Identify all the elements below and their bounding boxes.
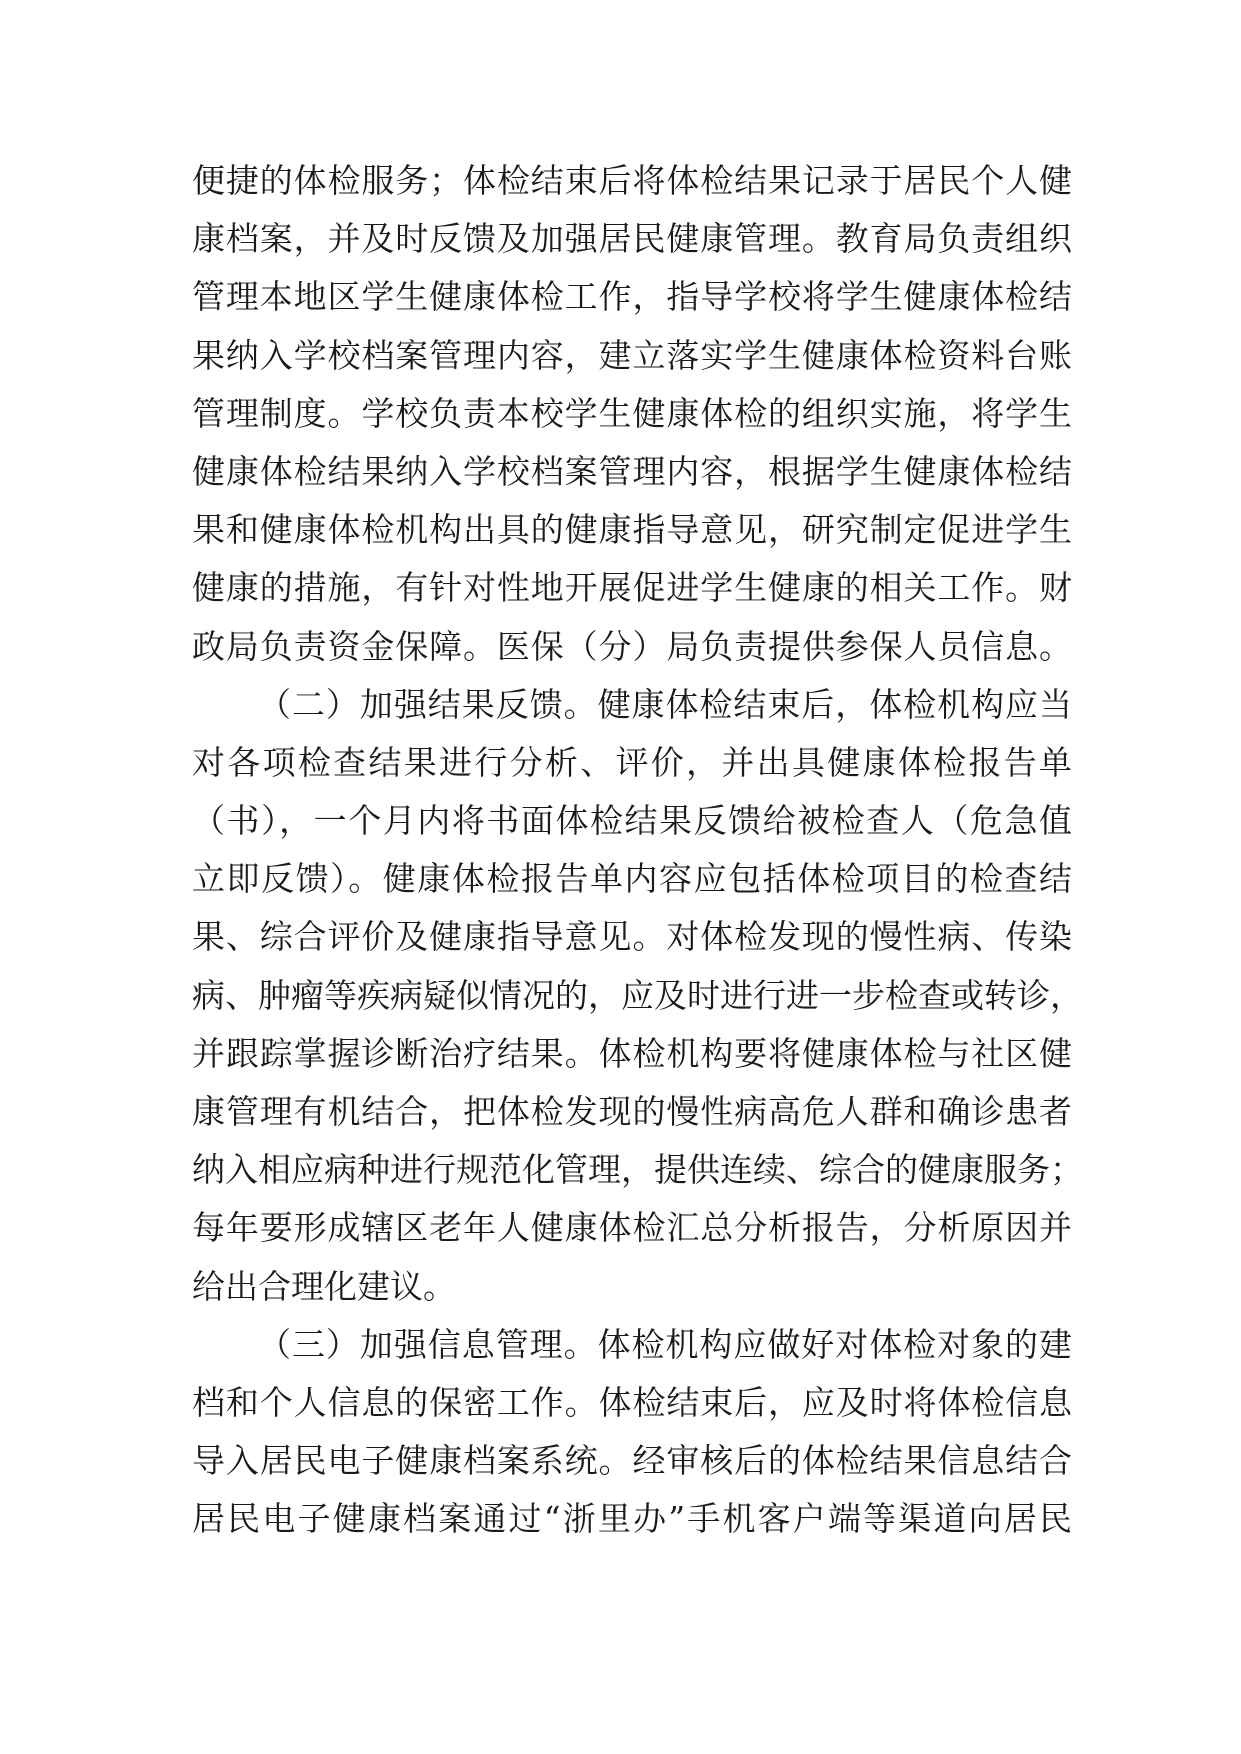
text-line: 健康体检结果纳入学校档案管理内容，根据学生健康体检结 bbox=[192, 451, 1072, 491]
text-line: 政局负责资金保障。医保（分）局负责提供参保人员信息。 bbox=[192, 626, 1072, 666]
text-line: 导入居民电子健康档案系统。经审核后的体检结果信息结合 bbox=[192, 1441, 1072, 1481]
text-line: 立即反馈）。健康体检报告单内容应包括体检项目的检查结 bbox=[192, 859, 1072, 899]
text-line: （书），一个月内将书面体检结果反馈给被检查人（危急值 bbox=[192, 801, 1072, 841]
text-line: 康档案，并及时反馈及加强居民健康管理。教育局负责组织 bbox=[192, 219, 1072, 259]
text-line: 健康的措施，有针对性地开展促进学生健康的相关工作。财 bbox=[192, 568, 1072, 608]
text-line: 并跟踪掌握诊断治疗结果。体检机构要将健康体检与社区健 bbox=[192, 1033, 1072, 1073]
text-line: 果、综合评价及健康指导意见。对体检发现的慢性病、传染 bbox=[192, 917, 1072, 957]
text-line: 每年要形成辖区老年人健康体检汇总分析报告，分析原因并 bbox=[192, 1208, 1072, 1248]
text-line: 果和健康体检机构出具的健康指导意见，研究制定促进学生 bbox=[192, 510, 1072, 550]
text-line: 给出合理化建议。 bbox=[192, 1266, 456, 1306]
text-line: 管理制度。学校负责本校学生健康体检的组织实施，将学生 bbox=[192, 393, 1072, 433]
text-line: 纳入相应病种进行规范化管理，提供连续、综合的健康服务； bbox=[192, 1150, 1083, 1190]
body-text bbox=[192, 152, 1083, 1549]
text-line: 果纳入学校档案管理内容，建立落实学生健康体检资料台账 bbox=[192, 335, 1072, 375]
text-line: 居民电子健康档案通过“浙里办”手机客户端等渠道向居民 bbox=[192, 1499, 1072, 1539]
text-line: 病、肿瘤等疾病疑似情况的，应及时进行进一步检查或转诊， bbox=[192, 975, 1083, 1015]
text-line: 档和个人信息的保密工作。体检结束后，应及时将体检信息 bbox=[192, 1382, 1072, 1422]
section-heading-line: （二）加强结果反馈。健康体检结束后，体检机构应当 bbox=[258, 684, 1072, 724]
section-heading-line: （三）加强信息管理。体检机构应做好对体检对象的建 bbox=[258, 1324, 1072, 1364]
text-line: 管理本地区学生健康体检工作，指导学校将学生健康体检结 bbox=[192, 277, 1072, 317]
text-line: 对各项检查结果进行分析、评价，并出具健康体检报告单 bbox=[192, 742, 1072, 782]
text-line: 便捷的体检服务；体检结束后将体检结果记录于居民个人健 bbox=[192, 161, 1072, 200]
text-line: 康管理有机结合，把体检发现的慢性病高危人群和确诊患者 bbox=[192, 1092, 1072, 1131]
